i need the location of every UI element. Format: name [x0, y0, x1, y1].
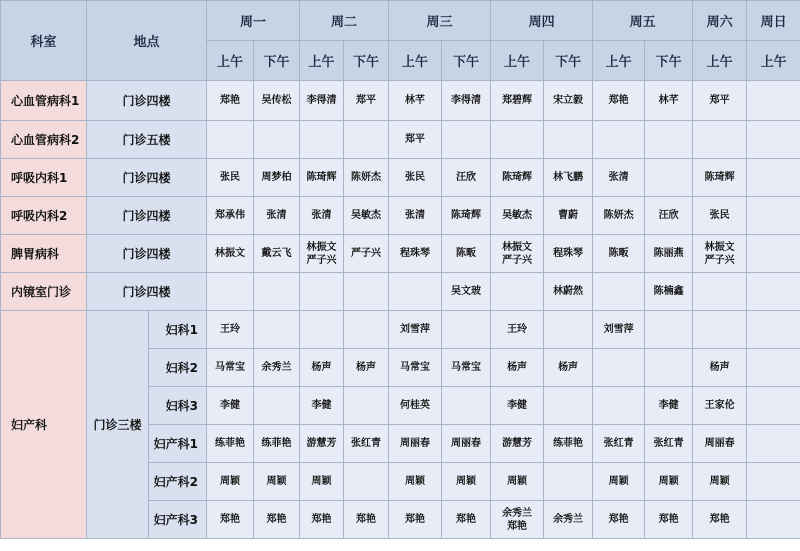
doctor-cell: 周丽春: [442, 425, 491, 463]
doctor-cell: 周梦柏: [254, 159, 300, 197]
doctor-cell: 陈琦辉: [693, 159, 747, 197]
doctor-cell: 张清: [254, 197, 300, 235]
doctor-cell: 吴文玻: [442, 273, 491, 311]
sub-dept-name: 妇产科3: [149, 501, 207, 539]
doctor-cell: 郑艳: [389, 501, 442, 539]
sub-dept-name: 妇产科2: [149, 463, 207, 501]
doctor-cell: 张民: [389, 159, 442, 197]
dept-name: 脾胃病科: [1, 235, 87, 273]
doctor-cell: [207, 273, 254, 311]
am-header: 上午: [593, 41, 645, 81]
doctor-cell: 郑艳: [593, 81, 645, 121]
doctor-cell: 林芊: [645, 81, 693, 121]
doctor-cell: 郑碧辉: [491, 81, 544, 121]
doctor-cell: 陈妍杰: [593, 197, 645, 235]
doctor-cell: 张民: [693, 197, 747, 235]
doctor-cell: 李健: [207, 387, 254, 425]
day-header-mon: 周一: [207, 1, 300, 41]
doctor-cell: 游慧芳: [300, 425, 344, 463]
doctor-cell: [747, 273, 800, 311]
doctor-cell: 陈琦辉: [491, 159, 544, 197]
doctor-cell: 郑平: [344, 81, 389, 121]
doctor-cell: 张红青: [593, 425, 645, 463]
day-header-tue: 周二: [300, 1, 389, 41]
doctor-cell: 陈丽燕: [645, 235, 693, 273]
doctor-cell: [747, 235, 800, 273]
doctor-cell: [747, 387, 800, 425]
location: 门诊四楼: [87, 235, 207, 273]
doctor-cell: [442, 311, 491, 349]
doctor-cell: [645, 159, 693, 197]
doctor-cell: 练菲艳: [207, 425, 254, 463]
doctor-cell: 林振文: [207, 235, 254, 273]
doctor-cell: [747, 311, 800, 349]
doctor-cell: 李得清: [442, 81, 491, 121]
doctor-cell: 周颖: [645, 463, 693, 501]
doctor-cell: [593, 273, 645, 311]
doctor-cell: [747, 349, 800, 387]
day-header-sun: 周日: [747, 1, 800, 41]
doctor-cell: 汪欣: [645, 197, 693, 235]
location: 门诊四楼: [87, 197, 207, 235]
doctor-cell: 何桂英: [389, 387, 442, 425]
doctor-cell: 王玲: [207, 311, 254, 349]
doctor-cell: [491, 121, 544, 159]
doctor-cell: 周颖: [442, 463, 491, 501]
doctor-cell: 李得清: [300, 81, 344, 121]
doctor-cell: [207, 121, 254, 159]
doctor-cell: [747, 159, 800, 197]
doctor-cell: [389, 273, 442, 311]
doctor-cell: 周颖: [254, 463, 300, 501]
location: 门诊五楼: [87, 121, 207, 159]
doctor-cell: 郑艳: [344, 501, 389, 539]
doctor-cell: 王玲: [491, 311, 544, 349]
doctor-cell: 张民: [207, 159, 254, 197]
day-header-wed: 周三: [389, 1, 491, 41]
doctor-cell: 郑承伟: [207, 197, 254, 235]
doctor-cell: 李健: [300, 387, 344, 425]
doctor-cell: [693, 273, 747, 311]
doctor-cell: 郑平: [389, 121, 442, 159]
doctor-cell: [593, 387, 645, 425]
doctor-cell: 郑艳: [300, 501, 344, 539]
am-header: 上午: [747, 41, 800, 81]
doctor-cell: 张清: [593, 159, 645, 197]
sub-dept-name: 妇科2: [149, 349, 207, 387]
doctor-cell: 林振文 严子兴: [491, 235, 544, 273]
am-header: 上午: [207, 41, 254, 81]
day-header-thu: 周四: [491, 1, 593, 41]
doctor-cell: [544, 463, 593, 501]
doctor-cell: 程珠琴: [389, 235, 442, 273]
doctor-cell: 曹蔚: [544, 197, 593, 235]
day-header-fri: 周五: [593, 1, 693, 41]
doctor-cell: 陈畈: [593, 235, 645, 273]
doctor-cell: 余秀兰 郑艳: [491, 501, 544, 539]
doctor-cell: 郑艳: [645, 501, 693, 539]
doctor-cell: [254, 387, 300, 425]
doctor-cell: 余秀兰: [254, 349, 300, 387]
sub-dept-name: 妇科1: [149, 311, 207, 349]
doctor-cell: 周颖: [300, 463, 344, 501]
doctor-cell: 张红青: [645, 425, 693, 463]
dept-header: 科室: [1, 1, 87, 81]
dept-name: 妇产科: [1, 311, 87, 539]
dept-row: [1, 81, 800, 121]
doctor-cell: 杨声: [544, 349, 593, 387]
doctor-cell: 张红青: [344, 425, 389, 463]
doctor-cell: 周丽春: [693, 425, 747, 463]
am-header: 上午: [491, 41, 544, 81]
doctor-cell: 周颖: [693, 463, 747, 501]
sub-dept-name: 妇科3: [149, 387, 207, 425]
dept-name: 心血管病科2: [1, 121, 87, 159]
am-header: 上午: [300, 41, 344, 81]
doctor-cell: 郑艳: [207, 501, 254, 539]
doctor-cell: [693, 121, 747, 159]
doctor-cell: [593, 349, 645, 387]
doctor-cell: 杨声: [491, 349, 544, 387]
doctor-cell: 戴云飞: [254, 235, 300, 273]
doctor-cell: 马常宝: [389, 349, 442, 387]
dept-row: [1, 197, 800, 235]
doctor-cell: 林振文 严子兴: [300, 235, 344, 273]
doctor-cell: 游慧芳: [491, 425, 544, 463]
doctor-cell: 杨声: [344, 349, 389, 387]
doctor-cell: [300, 121, 344, 159]
doctor-cell: [747, 463, 800, 501]
doctor-cell: 郑艳: [693, 501, 747, 539]
doctor-cell: 林飞鹏: [544, 159, 593, 197]
doctor-cell: 程珠琴: [544, 235, 593, 273]
doctor-cell: [747, 81, 800, 121]
doctor-cell: 李健: [491, 387, 544, 425]
doctor-cell: [747, 197, 800, 235]
dept-name: 呼吸内科1: [1, 159, 87, 197]
dept-name: 心血管病科1: [1, 81, 87, 121]
doctor-cell: 林振文 严子兴: [693, 235, 747, 273]
doctor-cell: 郑平: [693, 81, 747, 121]
day-header-sat: 周六: [693, 1, 747, 41]
dept-name: 呼吸内科2: [1, 197, 87, 235]
doctor-cell: [645, 349, 693, 387]
doctor-cell: [442, 387, 491, 425]
schedule-body: [1, 1, 800, 539]
doctor-cell: 郑艳: [254, 501, 300, 539]
header-row-days: [1, 1, 800, 41]
doctor-cell: 吴敏杰: [344, 197, 389, 235]
doctor-cell: 张清: [389, 197, 442, 235]
doctor-cell: [300, 311, 344, 349]
doctor-cell: [344, 387, 389, 425]
doctor-cell: 练菲艳: [544, 425, 593, 463]
doctor-cell: 严子兴: [344, 235, 389, 273]
location: 门诊三楼: [87, 311, 149, 539]
doctor-cell: [344, 463, 389, 501]
sub-dept-name: 妇产科1: [149, 425, 207, 463]
doctor-cell: 马常宝: [442, 349, 491, 387]
location: 门诊四楼: [87, 273, 207, 311]
am-header: 上午: [389, 41, 442, 81]
doctor-cell: 汪欣: [442, 159, 491, 197]
doctor-cell: 周颖: [491, 463, 544, 501]
pm-header: 下午: [442, 41, 491, 81]
doctor-cell: [593, 121, 645, 159]
doctor-cell: [747, 121, 800, 159]
doctor-cell: 陈妍杰: [344, 159, 389, 197]
doctor-cell: 陈琦辉: [300, 159, 344, 197]
pm-header: 下午: [254, 41, 300, 81]
doctor-cell: 陈楠鑫: [645, 273, 693, 311]
location: 门诊四楼: [87, 81, 207, 121]
doctor-cell: [645, 121, 693, 159]
am-header: 上午: [693, 41, 747, 81]
doctor-cell: 郑艳: [207, 81, 254, 121]
doctor-cell: [645, 311, 693, 349]
doctor-cell: 林蔚然: [544, 273, 593, 311]
doctor-cell: 吴敏杰: [491, 197, 544, 235]
doctor-cell: [544, 387, 593, 425]
dept-name: 内镜室门诊: [1, 273, 87, 311]
pm-header: 下午: [344, 41, 389, 81]
dept-row: [1, 159, 800, 197]
pm-header: 下午: [544, 41, 593, 81]
doctor-cell: 郑艳: [442, 501, 491, 539]
doctor-cell: [747, 501, 800, 539]
doctor-cell: 周颖: [593, 463, 645, 501]
doctor-cell: [254, 121, 300, 159]
doctor-cell: [544, 311, 593, 349]
doctor-cell: 宋立毅: [544, 81, 593, 121]
doctor-cell: 林芊: [389, 81, 442, 121]
doctor-cell: [254, 273, 300, 311]
doctor-cell: 王家伦: [693, 387, 747, 425]
doctor-cell: 杨声: [693, 349, 747, 387]
doctor-cell: 李健: [645, 387, 693, 425]
dept-row: [1, 235, 800, 273]
doctor-cell: 周颖: [389, 463, 442, 501]
doctor-cell: [747, 425, 800, 463]
doctor-cell: 张清: [300, 197, 344, 235]
doctor-cell: [344, 311, 389, 349]
doctor-cell: [300, 273, 344, 311]
doctor-cell: [442, 121, 491, 159]
location: 门诊四楼: [87, 159, 207, 197]
doctor-cell: [693, 311, 747, 349]
dept-row: [1, 121, 800, 159]
doctor-cell: 郑艳: [593, 501, 645, 539]
doctor-cell: [344, 273, 389, 311]
doctor-cell: [344, 121, 389, 159]
doctor-cell: 吴传松: [254, 81, 300, 121]
doctor-cell: 陈畈: [442, 235, 491, 273]
doctor-cell: 周颖: [207, 463, 254, 501]
doctor-cell: 刘雪萍: [389, 311, 442, 349]
doctor-cell: [254, 311, 300, 349]
location-header: 地点: [87, 1, 207, 81]
doctor-cell: 余秀兰: [544, 501, 593, 539]
doctor-cell: 陈琦辉: [442, 197, 491, 235]
doctor-cell: 刘雪萍: [593, 311, 645, 349]
doctor-cell: 杨声: [300, 349, 344, 387]
doctor-cell: [544, 121, 593, 159]
doctor-cell: 周丽春: [389, 425, 442, 463]
doctor-cell: 练菲艳: [254, 425, 300, 463]
pm-header: 下午: [645, 41, 693, 81]
gyn-subrow: [1, 311, 800, 349]
doctor-cell: 马常宝: [207, 349, 254, 387]
dept-row: [1, 273, 800, 311]
doctor-cell: [491, 273, 544, 311]
